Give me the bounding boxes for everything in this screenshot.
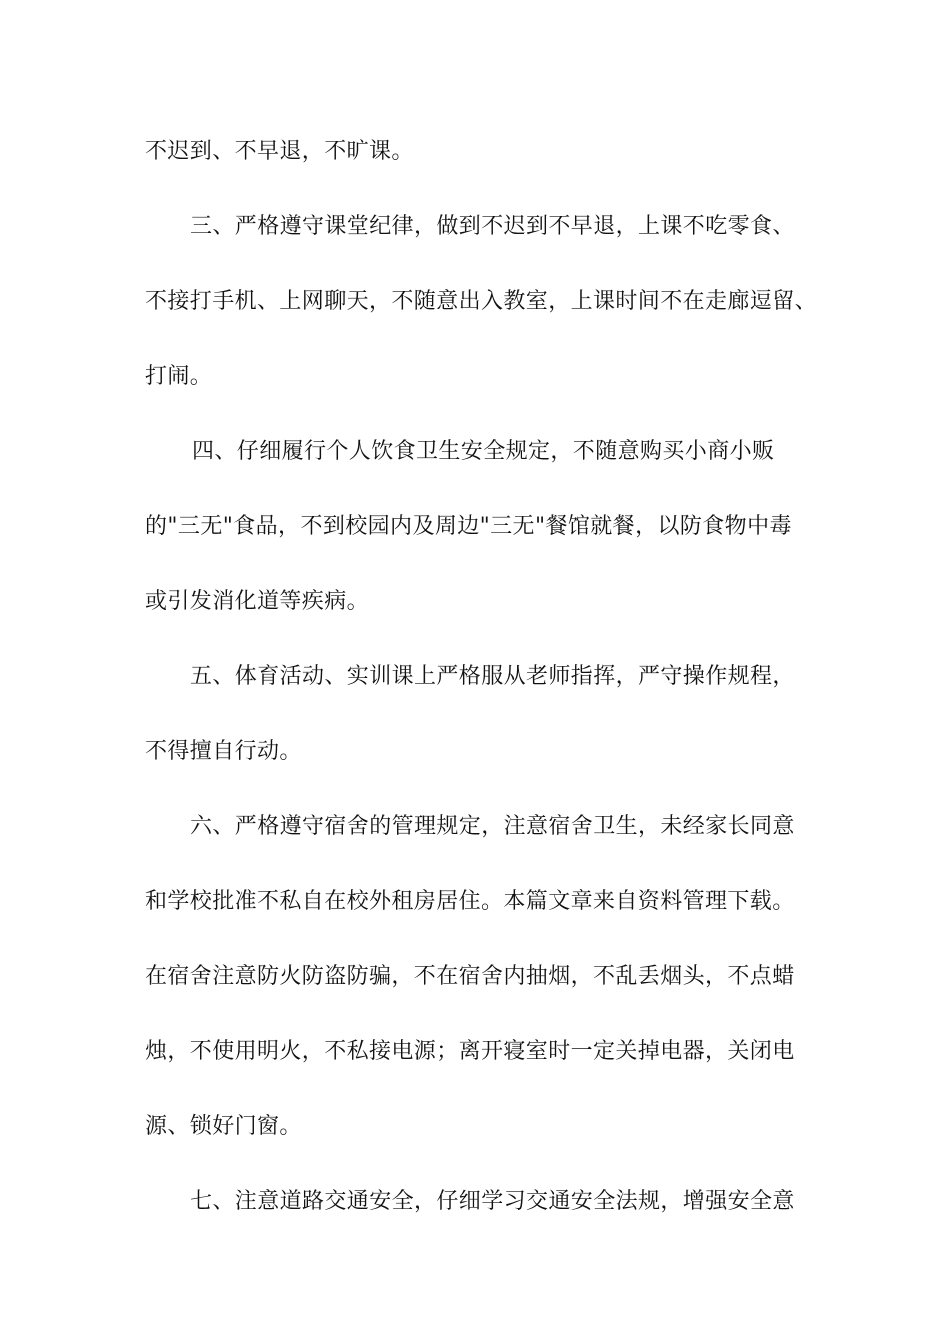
text-line: 在宿舍注意防火防盗防骗，不在宿舍内抽烟，不乱丢烟头，不点蜡 <box>145 964 795 989</box>
text-line: 不迟到、不早退，不旷课。 <box>145 139 414 164</box>
text-line: 和学校批准不私自在校外租房居住。本篇文章来自资料管理下载。 <box>145 889 795 914</box>
text-line: 或引发消化道等疾病。 <box>145 589 370 614</box>
text-line: 六、严格遵守宿舍的管理规定，注意宿舍卫生，未经家长同意 <box>190 814 795 839</box>
text-line: 的"三无"食品，不到校园内及周边"三无"餐馆就餐，以防食物中毒 <box>145 514 792 539</box>
text-line: 打闹。 <box>145 364 213 389</box>
text-line: 四、仔细履行个人饮食卫生安全规定，不随意购买小商小贩 <box>192 439 775 464</box>
text-line: 源、锁好门窗。 <box>145 1114 302 1139</box>
text-line: 不得擅自行动。 <box>145 739 302 764</box>
text-line: 七、注意道路交通安全，仔细学习交通安全法规，增强安全意 <box>190 1189 795 1214</box>
text-line: 不接打手机、上网聊天，不随意出入教室，上课时间不在走廊逗留、 <box>145 289 818 314</box>
text-line: 五、体育活动、实训课上严格服从老师指挥，严守操作规程， <box>190 664 795 689</box>
text-line: 烛，不使用明火，不私接电源；离开寝室时一定关掉电器，关闭电 <box>145 1039 795 1064</box>
text-line: 三、严格遵守课堂纪律，做到不迟到不早退，上课不吃零食、 <box>190 214 795 239</box>
